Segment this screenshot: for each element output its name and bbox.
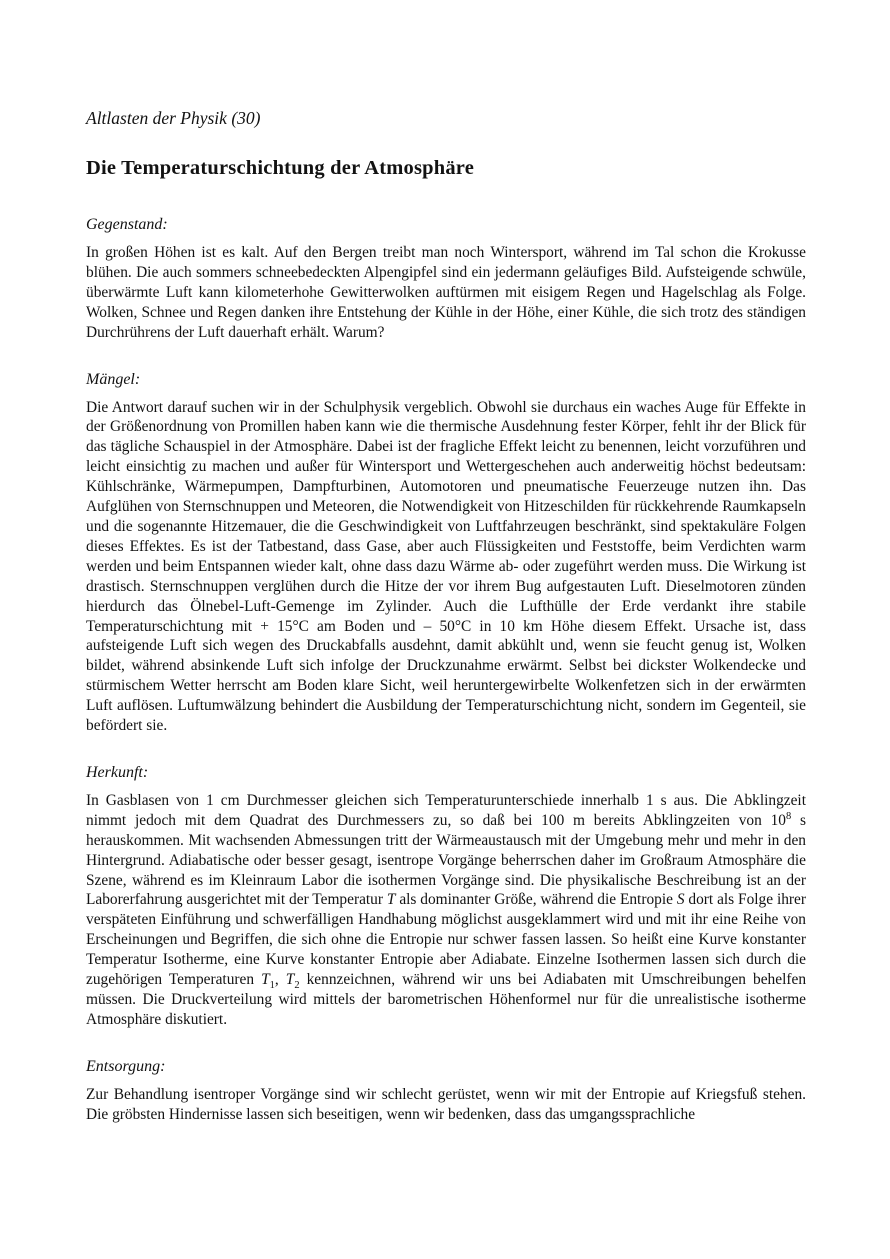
- text-run: T: [261, 971, 270, 989]
- paragraph: [86, 791, 806, 1030]
- text-run: ,: [274, 971, 286, 989]
- paragraph: [86, 398, 806, 736]
- text-run: 8: [785, 810, 792, 822]
- text-run: In großen Höhen ist es kalt. Auf den Bergen treibt man noch Wintersport, während im Tal schon die Krokusse blühen. Die auch sommers schneebedeckten Alpengipfel sind ein jedermann geläufiges Bild. Aufsteigende schwüle, überwärmte Luft kann kilometerhohe Gewitterwolken auftürmen mit eisigem Regen und Hagelschlag als Folge. Wolken, Schnee und Regen danken ihre Entstehung der Kühle in der Höhe, einer Kühle, die sich trotz des ständigen Durchrührens der Luft dauerhaft erhält. Warum?: [86, 244, 806, 341]
- document-section: [86, 1057, 806, 1125]
- series-title: Altlasten der Physik (30): [86, 108, 261, 128]
- text-run: Die Antwort darauf suchen wir in der Schulphysik vergeblich. Obwohl sie durchaus ein waches Auge für Effekte in der Größenordnung von Promillen haben kann wie die thermische Ausdehnung fester Körper, fehlt ihr der Blick für das tägliche Schauspiel in der Atmosphäre. Dabei ist der fragliche Effekt leicht zu benennen, leicht vorzuführen und leicht einsichtig zu machen und außer für Wintersport und Wettergeschehen auch anderweitig höchst bedeutsam: Kühlschränke, Wärmepumpen, Dampfturbinen, Automotoren und pneumatische Feuerzeuge nutzen ihn. Das Aufglühen von Sternschnuppen und Meteoren, die Notwendigkeit von Hitzeschilden für rückkehrende Raumkapseln und die sogenannte Hitzemauer, die die Geschwindigkeit von Luftfahrzeugen beschränkt, sind spektakuläre Folgen dieses Effektes. Es ist der Tatbestand, dass Gase, aber auch Flüssigkeiten und Feststoffe, beim Verdichten warm werden und beim Entspannen wieder kalt, ohne dass dazu Wärme ab- oder zugeführt werden muss. Die Wirkung ist drastisch. Sternschnuppen verglühen durch die Hitze der vor ihrem Bug aufgestauten Luft. Dieselmotoren zünden hierdurch das Ölnebel-Luft-Gemenge im Zylinder. Auch die Lufthülle der Erde verdankt ihre stabile Temperaturschichtung mit + 15°C am Boden und – 50°C in 10 km Höhe diesem Effekt. Ursache ist, dass aufsteigende Luft sich wegen des Druckabfalls ausdehnt, damit abkühlt und, wenn sie feucht genug ist, Wolken bildet, während absinkende Luft sich infolge der Druckzunahme erwärmt. Selbst bei dickster Wolkendecke und stürmischem Wetter herrscht am Boden klare Sicht, weil heruntergewirbelte Wolkenfetzen sich in der erwärmten Luft auflösen. Luftumwälzung behindert die Ausbildung der Temperaturschichtung nicht, sondern im Gegenteil, sie befördert sie.: [86, 398, 806, 735]
- text-run: In Gasblasen von 1 cm Durchmesser gleichen sich Temperaturunterschiede innerhalb 1 s aus. Die Abklingzeit nimmt jedoch mit dem Quadrat des Durchmessers zu, so daß bei 100 m bereits Abklingzeiten von 10: [86, 791, 806, 829]
- page-title: Die Temperaturschichtung der Atmosphäre: [86, 157, 475, 179]
- text-run: S: [676, 891, 685, 909]
- section-heading: Entsorgung:: [86, 1057, 166, 1075]
- text-run: als dominanter Größe, während die Entropie: [395, 891, 677, 909]
- document-section: [86, 215, 806, 343]
- text-run: dort als Folge ihrer verspäteten Einführung und schwerfälligen Handhabung möglichst ausgeklammert wird und mit ihr eine Reihe von Erscheinungen und Begriffen, die sich ohne die Entropie nur schwer fassen lassen. So heißt eine Kurve konstanter Temperatur Isotherme, eine Kurve konstanter Entropie aber Adiabate. Einzelne Isothermen lassen sich durch die zugehörigen Temperaturen: [86, 891, 807, 989]
- text-run: 1: [269, 980, 275, 992]
- paragraph: [86, 1085, 806, 1125]
- section-heading: Mängel:: [86, 370, 141, 388]
- section-heading: Herkunft:: [86, 763, 149, 781]
- text-run: T: [285, 971, 295, 989]
- section-heading: Gegenstand:: [86, 216, 168, 233]
- text-run: Zur Behandlung isentroper Vorgänge sind wir schlecht gerüstet, wenn wir mit der Entropie auf Kriegsfuß stehen. Die gröbsten Hindernisse lassen sich beseitigen, wenn wir bedenken, dass das umgangssprachliche: [86, 1085, 806, 1123]
- text-run: kennzeichnen, während wir uns bei Adiabaten mit Umschreibungen behelfen müssen. Die Druckverteilung wird mittels der barometrischen Höhenformel nur für die unrealistische isotherme Atmosphäre diskutiert.: [86, 971, 807, 1028]
- text-run: s herauskommen. Mit wachsenden Abmessungen tritt der Wärmeaustausch mit der Umgebung mehr und mehr in den Hintergrund. Adiabatische oder besser gesagt, isentrope Vorgänge beherrschen daher im Großraum Atmosphäre die Szene, während es im Kleinraum Labor die isothermen Vorgänge sind. Die physikalische Beschreibung ist an der Laborerfahrung ausgerichtet mit der Temperatur: [86, 811, 806, 909]
- text-run: T: [386, 891, 396, 909]
- document-section: [86, 763, 806, 1030]
- document-section: [86, 370, 806, 736]
- document-body: [86, 215, 806, 1125]
- paragraph: [86, 243, 806, 343]
- text-run: 2: [294, 980, 300, 992]
